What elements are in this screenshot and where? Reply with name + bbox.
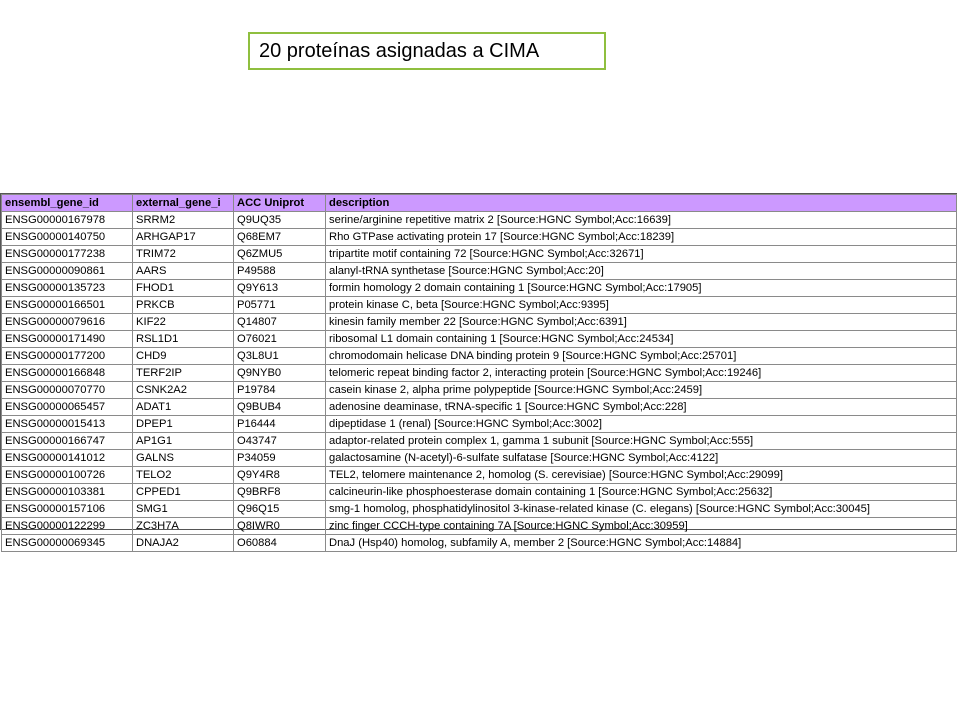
ensembl-gene-id-cell: ENSG00000141012	[2, 450, 133, 467]
table-row	[2, 212, 957, 229]
table-row	[2, 246, 957, 263]
table-row	[2, 314, 957, 331]
description-cell: DnaJ (Hsp40) homolog, subfamily A, member 2 [Source:HGNC Symbol;Acc:14884]	[326, 535, 957, 552]
ensembl-gene-id-cell: ENSG00000166501	[2, 297, 133, 314]
ensembl-gene-id-cell: ENSG00000122299	[2, 518, 133, 535]
uniprot-acc-cell: Q68EM7	[234, 229, 326, 246]
description-cell: alanyl-tRNA synthetase [Source:HGNC Symbol;Acc:20]	[326, 263, 957, 280]
uniprot-acc-cell: P34059	[234, 450, 326, 467]
table-row	[2, 518, 957, 535]
ensembl-gene-id-cell: ENSG00000167978	[2, 212, 133, 229]
gene-name-cell: CSNK2A2	[133, 382, 234, 399]
uniprot-acc-cell: Q9BRF8	[234, 484, 326, 501]
table-row	[2, 297, 957, 314]
ensembl-gene-id-cell: ENSG00000135723	[2, 280, 133, 297]
ensembl-gene-id-cell: ENSG00000015413	[2, 416, 133, 433]
description-cell: ribosomal L1 domain containing 1 [Source:HGNC Symbol;Acc:24534]	[326, 331, 957, 348]
header-acc-uniprot: ACC Uniprot	[234, 195, 326, 212]
gene-name-cell: TELO2	[133, 467, 234, 484]
uniprot-acc-cell: P19784	[234, 382, 326, 399]
header-description: description	[326, 195, 957, 212]
table-row	[2, 416, 957, 433]
gene-name-cell: CHD9	[133, 348, 234, 365]
gene-name-cell: CPPED1	[133, 484, 234, 501]
gene-name-cell: AARS	[133, 263, 234, 280]
ensembl-gene-id-cell: ENSG00000069345	[2, 535, 133, 552]
table-row	[2, 450, 957, 467]
protein-table	[1, 194, 957, 552]
table-row	[2, 365, 957, 382]
table-row	[2, 331, 957, 348]
uniprot-acc-cell: Q9Y613	[234, 280, 326, 297]
table-row	[2, 467, 957, 484]
uniprot-acc-cell: P05771	[234, 297, 326, 314]
gene-name-cell: TRIM72	[133, 246, 234, 263]
gene-name-cell: RSL1D1	[133, 331, 234, 348]
ensembl-gene-id-cell: ENSG00000171490	[2, 331, 133, 348]
table-row	[2, 280, 957, 297]
description-cell: adaptor-related protein complex 1, gamma 1 subunit [Source:HGNC Symbol;Acc:555]	[326, 433, 957, 450]
uniprot-acc-cell: Q9UQ35	[234, 212, 326, 229]
ensembl-gene-id-cell: ENSG00000140750	[2, 229, 133, 246]
description-cell: adenosine deaminase, tRNA-specific 1 [Source:HGNC Symbol;Acc:228]	[326, 399, 957, 416]
table-row	[2, 229, 957, 246]
uniprot-acc-cell: Q3L8U1	[234, 348, 326, 365]
description-cell: zinc finger CCCH-type containing 7A [Source:HGNC Symbol;Acc:30959]	[326, 518, 957, 535]
ensembl-gene-id-cell: ENSG00000070770	[2, 382, 133, 399]
ensembl-gene-id-cell: ENSG00000177200	[2, 348, 133, 365]
description-cell: galactosamine (N-acetyl)-6-sulfate sulfatase [Source:HGNC Symbol;Acc:4122]	[326, 450, 957, 467]
uniprot-acc-cell: Q96Q15	[234, 501, 326, 518]
gene-name-cell: ADAT1	[133, 399, 234, 416]
ensembl-gene-id-cell: ENSG00000103381	[2, 484, 133, 501]
ensembl-gene-id-cell: ENSG00000090861	[2, 263, 133, 280]
ensembl-gene-id-cell: ENSG00000177238	[2, 246, 133, 263]
gene-name-cell: TERF2IP	[133, 365, 234, 382]
uniprot-acc-cell: O76021	[234, 331, 326, 348]
uniprot-acc-cell: P49588	[234, 263, 326, 280]
description-cell: dipeptidase 1 (renal) [Source:HGNC Symbol;Acc:3002]	[326, 416, 957, 433]
gene-name-cell: SMG1	[133, 501, 234, 518]
table-header-row	[2, 195, 957, 212]
table-row	[2, 501, 957, 518]
table-body	[2, 212, 957, 552]
header-ensembl-gene-id: ensembl_gene_id	[2, 195, 133, 212]
uniprot-acc-cell: Q6ZMU5	[234, 246, 326, 263]
gene-name-cell: ZC3H7A	[133, 518, 234, 535]
gene-name-cell: GALNS	[133, 450, 234, 467]
description-cell: tripartite motif containing 72 [Source:HGNC Symbol;Acc:32671]	[326, 246, 957, 263]
description-cell: Rho GTPase activating protein 17 [Source:HGNC Symbol;Acc:18239]	[326, 229, 957, 246]
gene-name-cell: FHOD1	[133, 280, 234, 297]
gene-name-cell: SRRM2	[133, 212, 234, 229]
table-row	[2, 484, 957, 501]
ensembl-gene-id-cell: ENSG00000065457	[2, 399, 133, 416]
uniprot-acc-cell: Q9NYB0	[234, 365, 326, 382]
description-cell: protein kinase C, beta [Source:HGNC Symbol;Acc:9395]	[326, 297, 957, 314]
ensembl-gene-id-cell: ENSG00000079616	[2, 314, 133, 331]
gene-name-cell: ARHGAP17	[133, 229, 234, 246]
uniprot-acc-cell: P16444	[234, 416, 326, 433]
description-cell: serine/arginine repetitive matrix 2 [Source:HGNC Symbol;Acc:16639]	[326, 212, 957, 229]
gene-name-cell: PRKCB	[133, 297, 234, 314]
description-cell: calcineurin-like phosphoesterase domain containing 1 [Source:HGNC Symbol;Acc:25632]	[326, 484, 957, 501]
gene-name-cell: DNAJA2	[133, 535, 234, 552]
table-row	[2, 263, 957, 280]
description-cell: kinesin family member 22 [Source:HGNC Symbol;Acc:6391]	[326, 314, 957, 331]
description-cell: TEL2, telomere maintenance 2, homolog (S. cerevisiae) [Source:HGNC Symbol;Acc:29099]	[326, 467, 957, 484]
uniprot-acc-cell: Q9Y4R8	[234, 467, 326, 484]
description-cell: casein kinase 2, alpha prime polypeptide [Source:HGNC Symbol;Acc:2459]	[326, 382, 957, 399]
ensembl-gene-id-cell: ENSG00000100726	[2, 467, 133, 484]
header-external-gene: external_gene_i	[133, 195, 234, 212]
uniprot-acc-cell: Q14807	[234, 314, 326, 331]
page-title: 20 proteínas asignadas a CIMA	[248, 32, 606, 70]
description-cell: formin homology 2 domain containing 1 [Source:HGNC Symbol;Acc:17905]	[326, 280, 957, 297]
uniprot-acc-cell: Q8IWR0	[234, 518, 326, 535]
table-row	[2, 399, 957, 416]
uniprot-acc-cell: O60884	[234, 535, 326, 552]
gene-name-cell: DPEP1	[133, 416, 234, 433]
table-row	[2, 535, 957, 552]
ensembl-gene-id-cell: ENSG00000166848	[2, 365, 133, 382]
ensembl-gene-id-cell: ENSG00000166747	[2, 433, 133, 450]
description-cell: smg-1 homolog, phosphatidylinositol 3-kinase-related kinase (C. elegans) [Source:HGNC Symbol;Acc:30045]	[326, 501, 957, 518]
description-cell: telomeric repeat binding factor 2, interacting protein [Source:HGNC Symbol;Acc:19246]	[326, 365, 957, 382]
gene-name-cell: KIF22	[133, 314, 234, 331]
protein-table-sheet	[0, 193, 957, 549]
ensembl-gene-id-cell: ENSG00000157106	[2, 501, 133, 518]
table-row	[2, 382, 957, 399]
description-cell: chromodomain helicase DNA binding protein 9 [Source:HGNC Symbol;Acc:25701]	[326, 348, 957, 365]
gene-name-cell: AP1G1	[133, 433, 234, 450]
table-row	[2, 433, 957, 450]
uniprot-acc-cell: Q9BUB4	[234, 399, 326, 416]
table-row	[2, 348, 957, 365]
uniprot-acc-cell: O43747	[234, 433, 326, 450]
